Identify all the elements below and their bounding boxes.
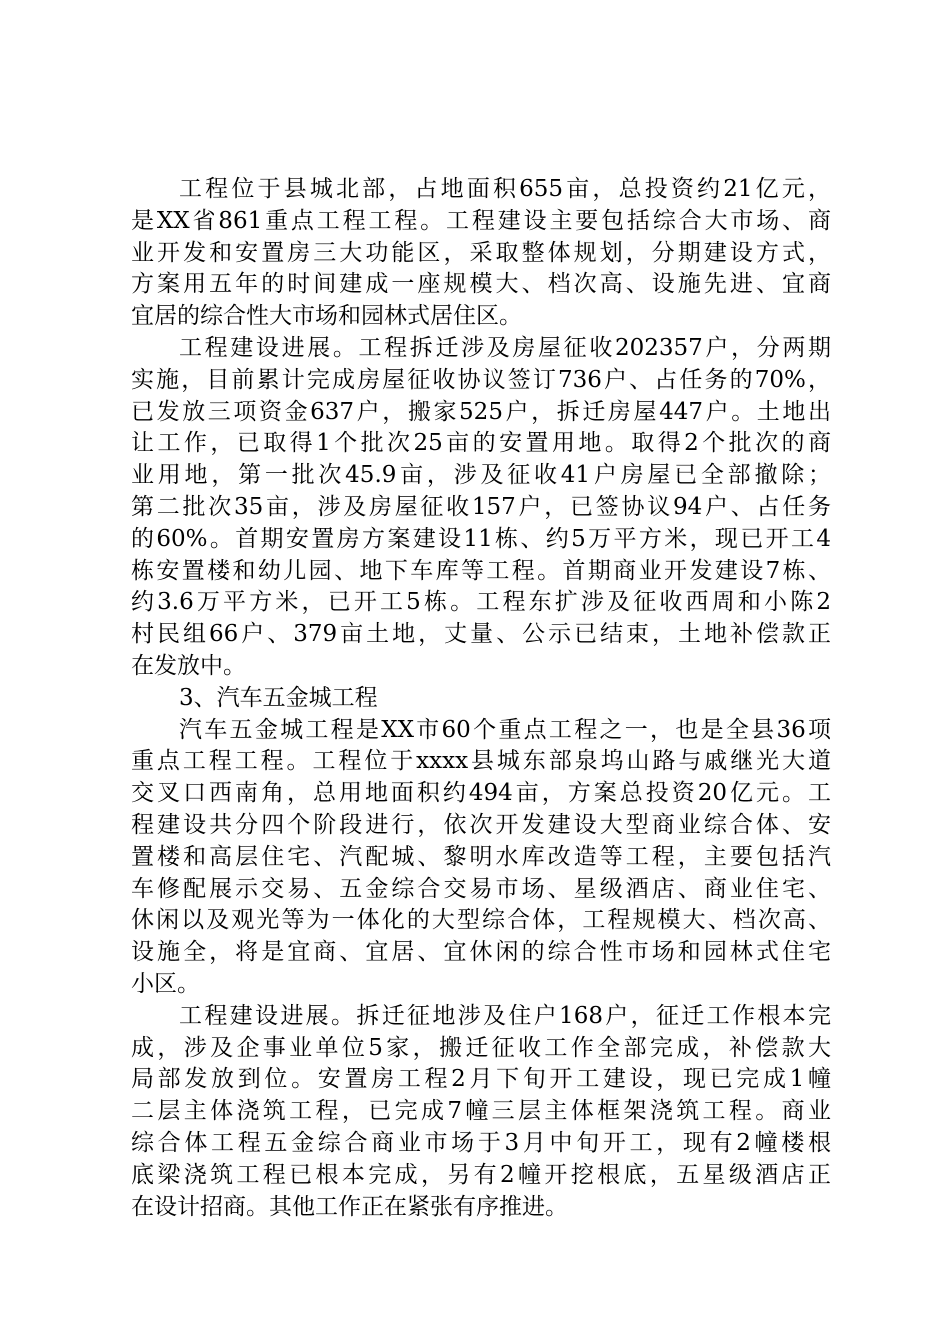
text-line: 是XX省861重点工程工程。工程建设主要包括综合大市场、商 [131,207,831,234]
text-line: 让工作，已取得1个批次25亩的安置用地。取得2个批次的商 [131,430,831,457]
text-line: 第二批次35亩，涉及房屋征收157户，已签协议94户、占任务 [131,493,831,520]
text-line: 工程建设进展。工程拆迁涉及房屋征收202357户，分两期 [179,334,831,361]
text-line: 交叉口西南角，总用地面积约494亩，方案总投资20亿元。工 [131,780,831,807]
text-line: 实施，目前累计完成房屋征收协议签订736户、占任务的70%， [131,366,831,393]
text-line: 重点工程工程。工程位于xxxx县城东部泉坞山路与戚继光大道 [131,748,831,775]
text-line: 成，涉及企事业单位5家，搬迁征收工作全部完成，补偿款大 [131,1034,831,1061]
text-line: 的60%。首期安置房方案建设11栋、约5万平方米，现已开工4 [131,525,831,552]
text-line: 业用地，第一批次45.9亩，涉及征收41户房屋已全部撤除； [131,462,831,489]
text-line: 局部发放到位。安置房工程2月下旬开工建设，现已完成1幢 [131,1066,831,1093]
text-line: 栋安置楼和幼儿园、地下车库等工程。首期商业开发建设7栋、 [131,557,831,584]
text-line: 车修配展示交易、五金综合交易市场、星级酒店、商业住宅、 [131,875,831,902]
text-line: 业开发和安置房三大功能区，采取整体规划，分期建设方式， [131,239,831,266]
text-line: 在设计招商。其他工作正在紧张有序推进。 [131,1193,568,1220]
text-line: 宜居的综合性大市场和园林式居住区。 [131,303,522,330]
text-line: 已发放三项资金637户，搬家525户，拆迁房屋447户。土地出 [131,398,831,425]
document-body [131,174,831,1223]
text-line: 综合体工程五金综合商业市场于3月中旬开工，现有2幢楼根 [131,1129,831,1156]
text-line: 休闲以及观光等为一体化的大型综合体，工程规模大、档次高、 [131,907,831,934]
section-heading: 3、汽车五金城工程 [179,684,378,711]
text-line: 设施全，将是宜商、宜居、宜休闲的综合性市场和园林式住宅 [131,939,831,966]
text-line: 置楼和高层住宅、汽配城、黎明水库改造等工程，主要包括汽 [131,843,831,870]
text-line: 汽车五金城工程是XX市60个重点工程之一，也是全县36项 [179,716,831,743]
text-line: 约3.6万平方米，已开工5栋。工程东扩涉及征收西周和小陈2 [131,589,831,616]
text-line: 工程位于县城北部，占地面积655亩，总投资约21亿元， [179,176,831,202]
text-line: 小区。 [131,970,200,997]
text-line: 方案用五年的时间建成一座规模大、档次高、设施先进、宜商 [131,271,831,298]
text-line: 二层主体浇筑工程，已完成7幢三层主体框架浇筑工程。商业 [131,1098,831,1125]
text-line: 底梁浇筑工程已根本完成，另有2幢开挖根底，五星级酒店正 [131,1161,831,1188]
text-line: 村民组66户、379亩土地，丈量、公示已结束，土地补偿款正 [131,621,831,648]
text-line: 在发放中。 [131,652,246,679]
text-line: 工程建设进展。拆迁征地涉及住户168户，征迁工作根本完 [179,1002,831,1029]
text-line: 程建设共分四个阶段进行，依次开发建设大型商业综合体、安 [131,811,831,838]
